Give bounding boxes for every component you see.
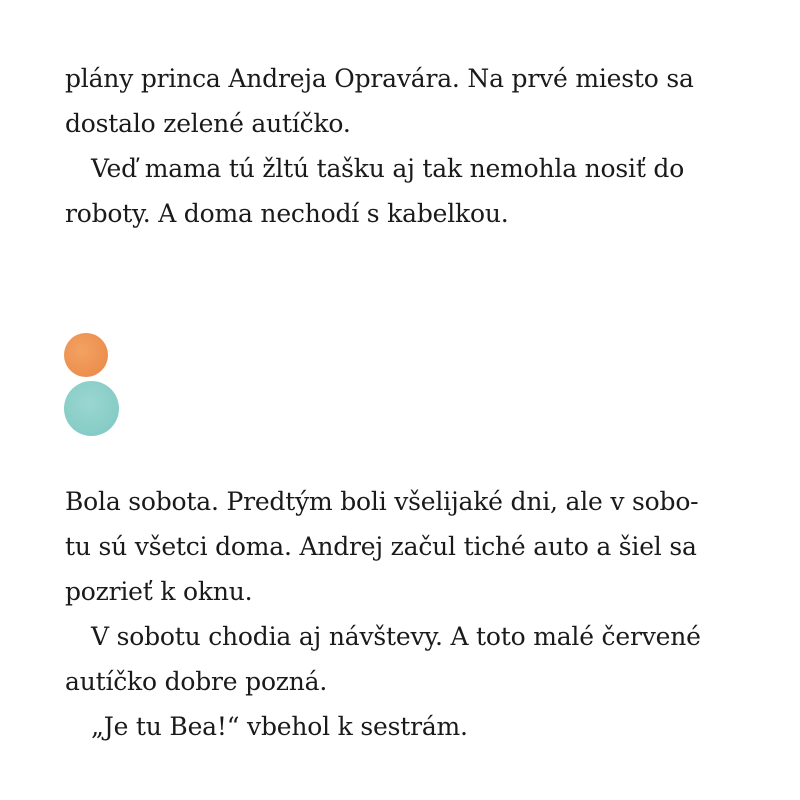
text-line: Veď mama tú žltú tašku aj tak nemohla nosiť do bbox=[91, 154, 685, 183]
teal-dot-ornament bbox=[64, 381, 119, 436]
text-line: tu sú všetci doma. Andrej začul tiché auto a šiel sa bbox=[65, 532, 697, 561]
text-line: roboty. A doma nechodí s kabelkou. bbox=[65, 199, 509, 228]
text-line: Bola sobota. Predtým boli všelijaké dni, ale v sobo- bbox=[65, 487, 699, 516]
text-line: pozrieť k oknu. bbox=[65, 577, 253, 606]
text-block-bottom bbox=[65, 479, 745, 749]
text-line: autíčko dobre pozná. bbox=[65, 667, 328, 696]
text-line: dostalo zelené autíčko. bbox=[65, 109, 351, 138]
text-line: „Je tu Bea!“ vbehol k sestrám. bbox=[91, 712, 468, 741]
text-block-top bbox=[65, 56, 745, 236]
text-line: V sobotu chodia aj návštevy. A toto malé červené bbox=[91, 622, 701, 651]
text-line: plány princa Andreja Opravára. Na prvé miesto sa bbox=[65, 64, 694, 93]
orange-dot-ornament bbox=[64, 333, 108, 377]
